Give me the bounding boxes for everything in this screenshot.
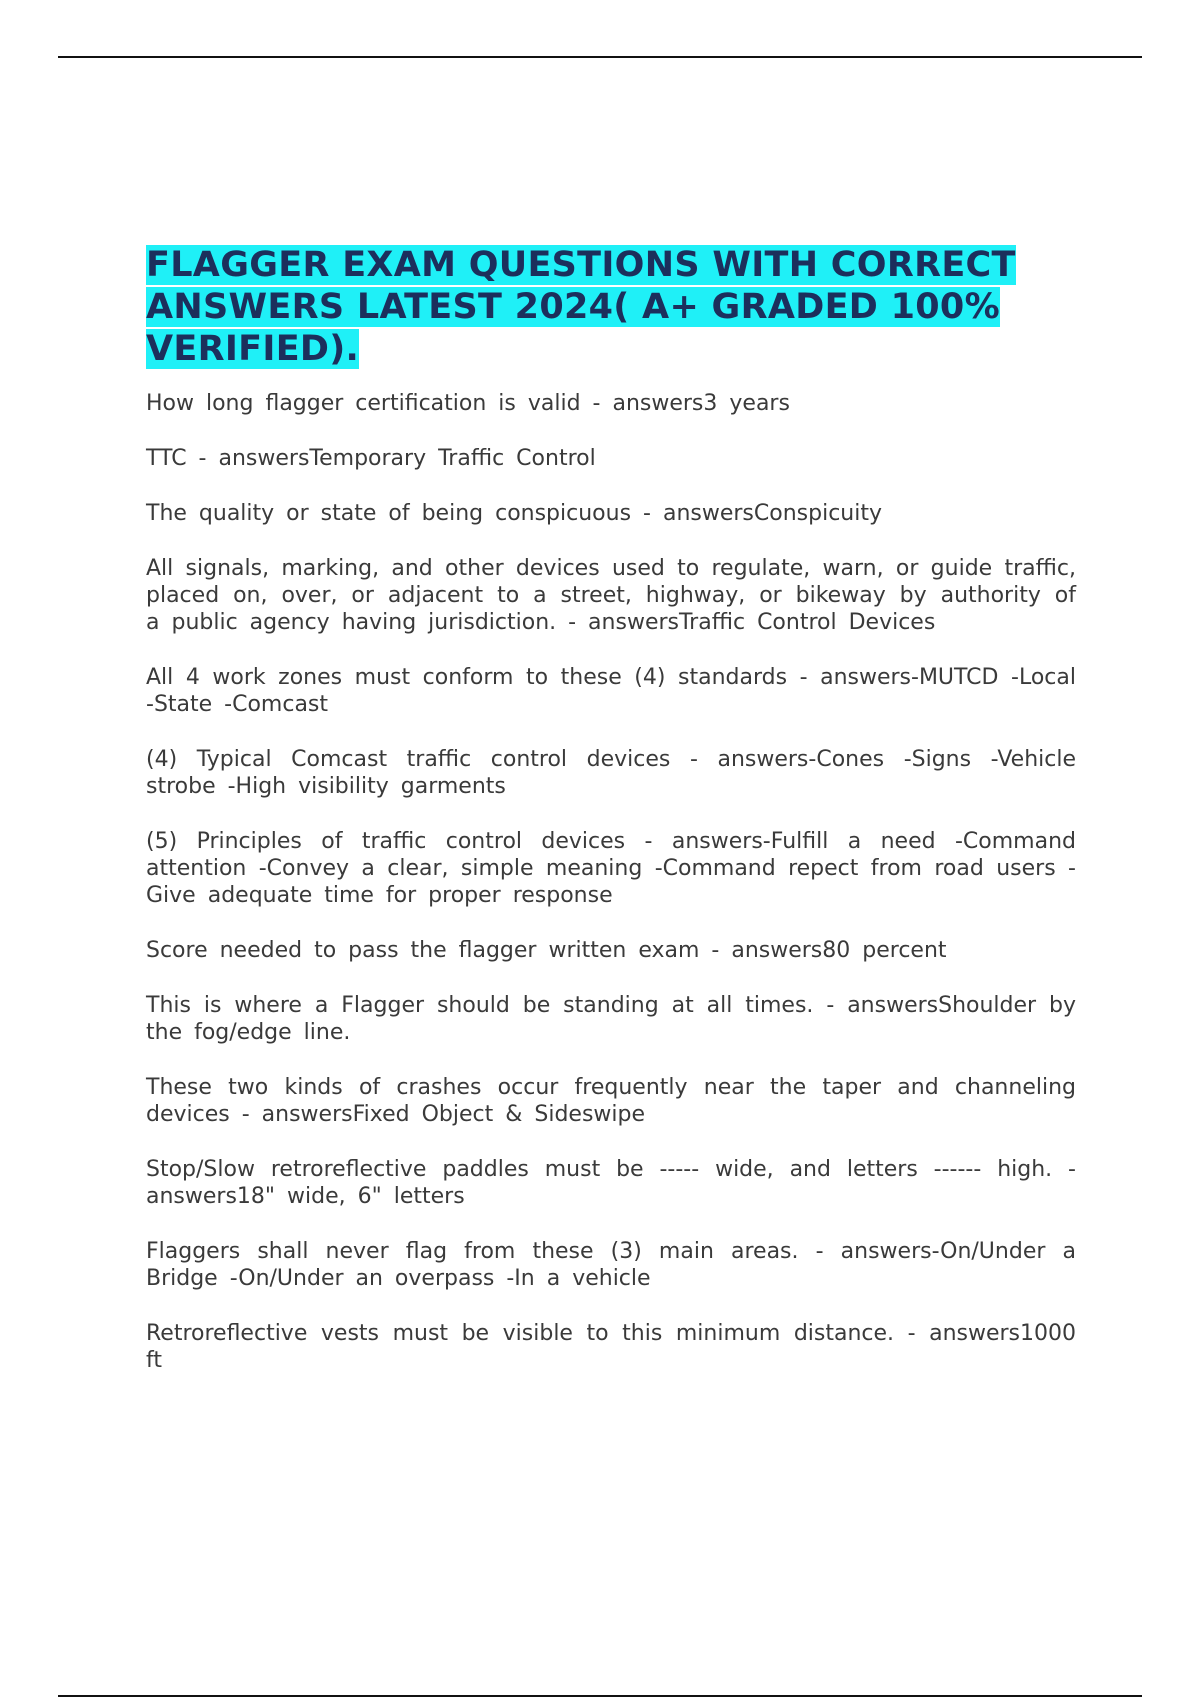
qa-entry: Retroreflective vests must be visible to this minimum distance. - answers1000 ft: [146, 1321, 1076, 1373]
qa-list: [146, 390, 1076, 1374]
qa-entry: (4) Typical Comcast traffic control devices - answers-Cones -Signs -Vehicle strobe -High visibility garments: [146, 747, 1076, 799]
qa-entry: How long flagger certification is valid - answers3 years: [146, 391, 790, 416]
document-title: [146, 244, 1076, 370]
document-title-highlight: FLAGGER EXAM QUESTIONS WITH CORRECT ANSWERS LATEST 2024( A+ GRADED 100% VERIFIED).: [146, 245, 1016, 369]
qa-entry: All 4 work zones must conform to these (4) standards - answers-MUTCD -Local -State -Comcast: [146, 665, 1076, 717]
bottom-rule: [58, 1695, 1142, 1697]
qa-entry: The quality or state of being conspicuous - answersConspicuity: [146, 501, 882, 526]
qa-entry: All signals, marking, and other devices used to regulate, warn, or guide traffic, placed on, over, or adjacent to a street, highway, or bikeway by authority of a public agency having jurisdiction. - answersTraffic Control Devices: [146, 556, 1076, 635]
qa-entry: Stop/Slow retroreflective paddles must be ----- wide, and letters ------ high. - answers18" wide, 6" letters: [146, 1157, 1076, 1209]
document-body: [146, 244, 1076, 1402]
qa-entry: Flaggers shall never flag from these (3) main areas. - answers-On/Under a Bridge -On/Under an overpass -In a vehicle: [146, 1239, 1076, 1291]
qa-entry: (5) Principles of traffic control devices - answers-Fulfill a need -Command attention -Convey a clear, simple meaning -Command repect from road users -Give adequate time for proper response: [146, 829, 1076, 908]
qa-entry: These two kinds of crashes occur frequently near the taper and channeling devices - answersFixed Object & Sideswipe: [146, 1075, 1076, 1127]
top-rule: [58, 56, 1142, 58]
qa-entry: This is where a Flagger should be standing at all times. - answersShoulder by the fog/edge line.: [146, 993, 1076, 1045]
qa-entry: Score needed to pass the flagger written exam - answers80 percent: [146, 938, 947, 963]
qa-entry: TTC - answersTemporary Traffic Control: [146, 446, 596, 471]
